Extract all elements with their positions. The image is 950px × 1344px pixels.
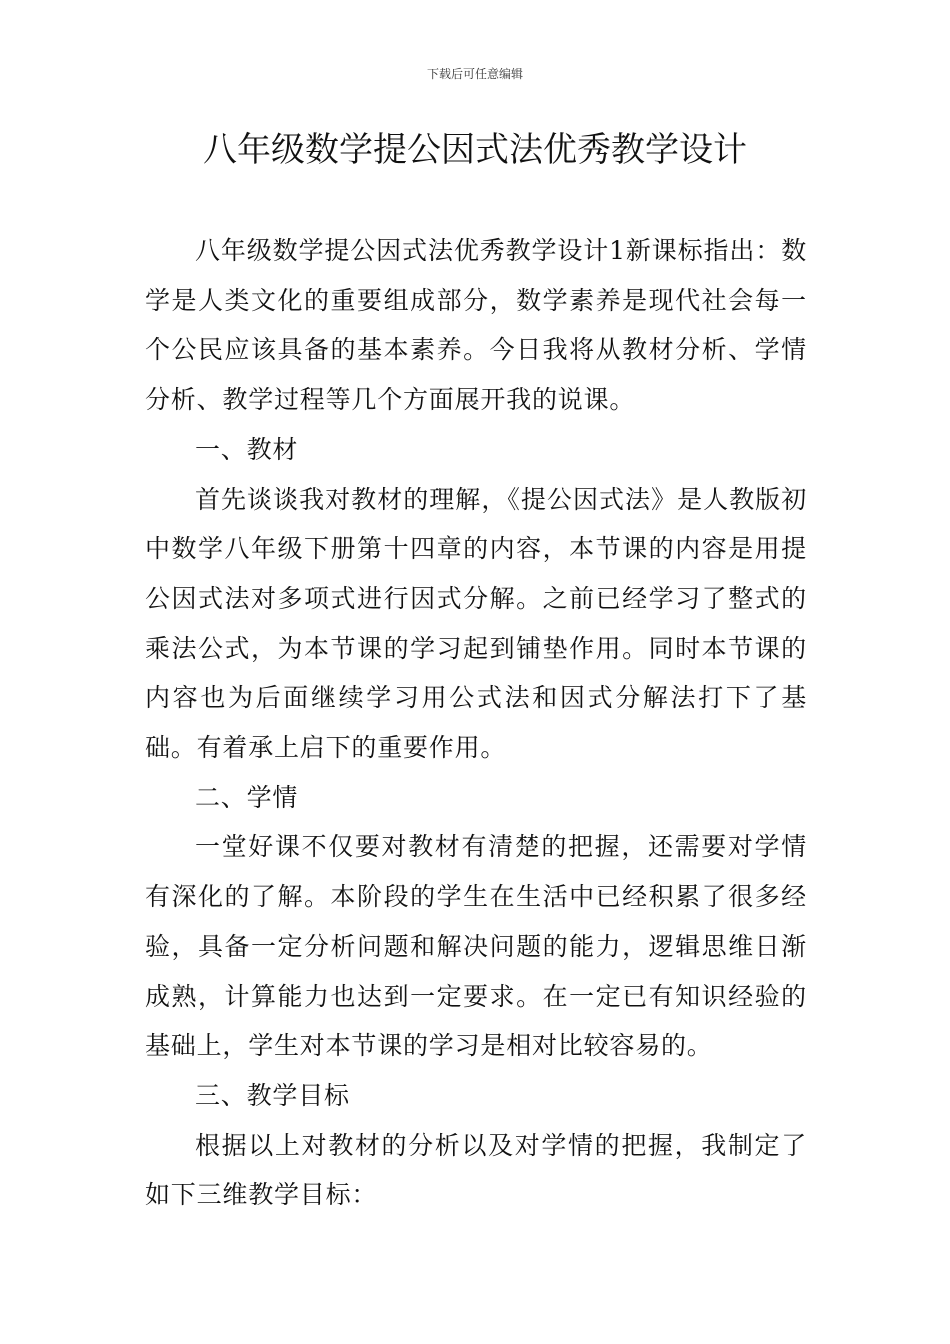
teaching-goals-paragraph: 根据以上对教材的分析以及对学情的把握，我制定了如下三维教学目标： xyxy=(145,1130,807,1210)
textbook-paragraph: 首先谈谈我对教材的理解，《提公因式法》是人教版初中数学八年级下册第十四章的内容，本节课的内容是用提公因式法对多项式进行因式分解。之前已经学习了整式的乘法公式，为本节课的学习起到铺垫作用。同时本节课的内容也为后面继续学习用公式法和因式分解法打下了基础。有着承上启下的重要作用。 xyxy=(145,484,807,763)
section-heading-textbook: 一、教材 xyxy=(195,434,299,464)
document-body xyxy=(145,226,807,1220)
document-title: 八年级数学提公因式法优秀教学设计 xyxy=(203,130,747,170)
student-situation-paragraph: 一堂好课不仅要对教材有清楚的把握，还需要对学情有深化的了解。本阶段的学生在生活中已经积累了很多经验，具备一定分析问题和解决问题的能力，逻辑思维日渐成熟，计算能力也达到一定要求。在一定已有知识经验的基础上，学生对本节课的学习是相对比较容易的。 xyxy=(145,832,807,1061)
intro-paragraph: 八年级数学提公因式法优秀教学设计1新课标指出：数学是人类文化的重要组成部分，数学素养是现代社会每一个公民应该具备的基本素养。今日我将从教材分析、学情分析、教学过程等几个方面展开我的说课。 xyxy=(145,236,807,415)
header-note: 下载后可任意编辑 xyxy=(426,67,523,81)
section-heading-student-situation: 二、学情 xyxy=(195,782,299,812)
section-heading-teaching-goals: 三、教学目标 xyxy=(195,1080,350,1110)
